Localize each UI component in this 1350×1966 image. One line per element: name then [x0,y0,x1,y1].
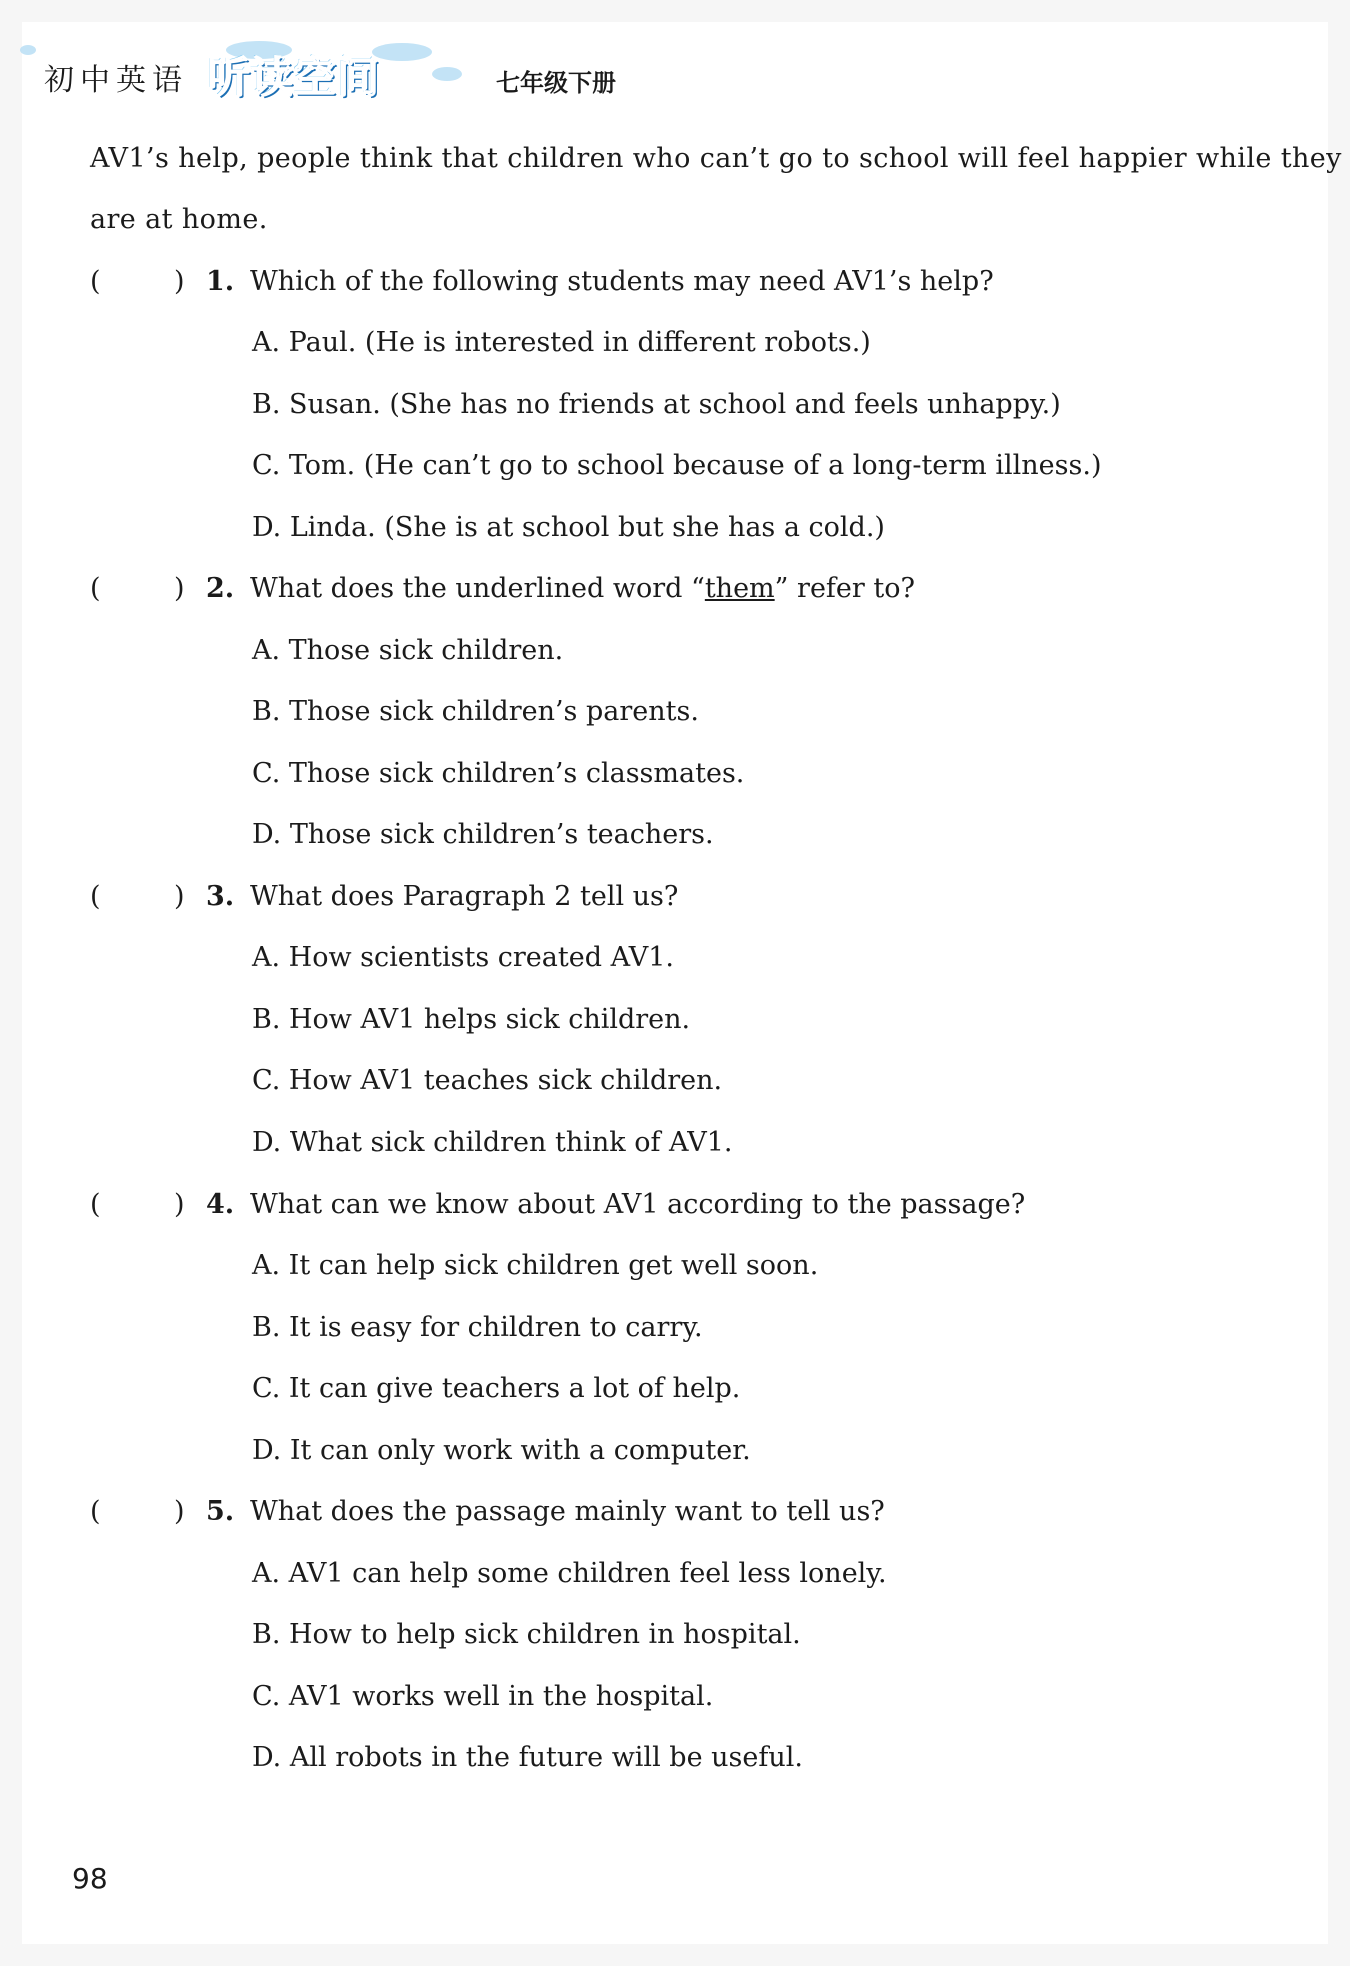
option-b: B. How AV1 helps sick children. [252,1004,691,1035]
question-number: 2. [206,573,235,604]
question-text: What does the passage mainly want to tell us? [250,1496,885,1527]
question-text-part: ” refer to? [774,573,915,604]
answer-blank-open[interactable]: ( [90,1496,101,1527]
page-header [20,45,720,125]
page-sheet [22,22,1342,1944]
option-d: D. What sick children think of AV1. [252,1127,733,1158]
option-c: C. How AV1 teaches sick children. [252,1065,723,1096]
option-c: C. AV1 works well in the hospital. [252,1681,714,1712]
passage-text-line: are at home. [90,204,268,235]
answer-blank-open[interactable]: ( [90,881,101,912]
question-text [250,572,915,606]
option-d: D. Linda. (She is at school but she has a cold.) [252,512,885,543]
option-a: A. AV1 can help some children feel less lonely. [252,1558,887,1589]
cloud-decoration [372,43,432,61]
question-number: 1. [206,266,235,297]
option-d: D. All robots in the future will be useful. [252,1742,803,1773]
question-number: 3. [206,881,235,912]
cloud-decoration [20,45,36,55]
grade-label: 七年级下册 [496,69,616,97]
question-text: Which of the following students may need AV1’s help? [250,266,994,297]
option-b: B. Susan. (She has no friends at school and feels unhappy.) [252,389,1061,420]
cloud-decoration [432,67,462,81]
option-c: C. Those sick children’s classmates. [252,758,745,789]
option-a: A. It can help sick children get well soon. [252,1250,819,1281]
answer-blank-close[interactable]: ) [174,881,185,912]
question-text-part: What does the underlined word “ [250,573,705,604]
answer-blank-open[interactable]: ( [90,266,101,297]
question-number: 5. [206,1496,235,1527]
passage-text-line: AV1’s help, people think that children who can’t go to school will feel happier while they [90,143,1342,174]
page-number: 98 [72,1862,108,1895]
answer-blank-close[interactable]: ) [174,1189,185,1220]
option-c: C. It can give teachers a lot of help. [252,1373,741,1404]
underlined-word: them [704,573,775,604]
option-a: A. Those sick children. [252,635,564,666]
answer-blank-close[interactable]: ) [174,1496,185,1527]
question-text: What can we know about AV1 according to the passage? [250,1189,1026,1220]
series-title: 初中英语 [44,63,188,98]
option-a: A. How scientists created AV1. [252,942,674,973]
answer-blank-open[interactable]: ( [90,1189,101,1220]
option-b: B. It is easy for children to carry. [252,1312,703,1343]
option-c: C. Tom. (He can’t go to school because of a long-term illness.) [252,450,1102,481]
question-text: What does Paragraph 2 tell us? [250,881,679,912]
option-b: B. Those sick children’s parents. [252,696,699,727]
option-d: D. It can only work with a computer. [252,1435,751,1466]
option-b: B. How to help sick children in hospital. [252,1619,801,1650]
answer-blank-open[interactable]: ( [90,573,101,604]
option-a: A. Paul. (He is interested in different robots.) [252,327,871,358]
answer-blank-close[interactable]: ) [174,573,185,604]
brand-title: 听读空间 [208,53,381,102]
question-number: 4. [206,1189,235,1220]
option-d: D. Those sick children’s teachers. [252,819,714,850]
answer-blank-close[interactable]: ) [174,266,185,297]
